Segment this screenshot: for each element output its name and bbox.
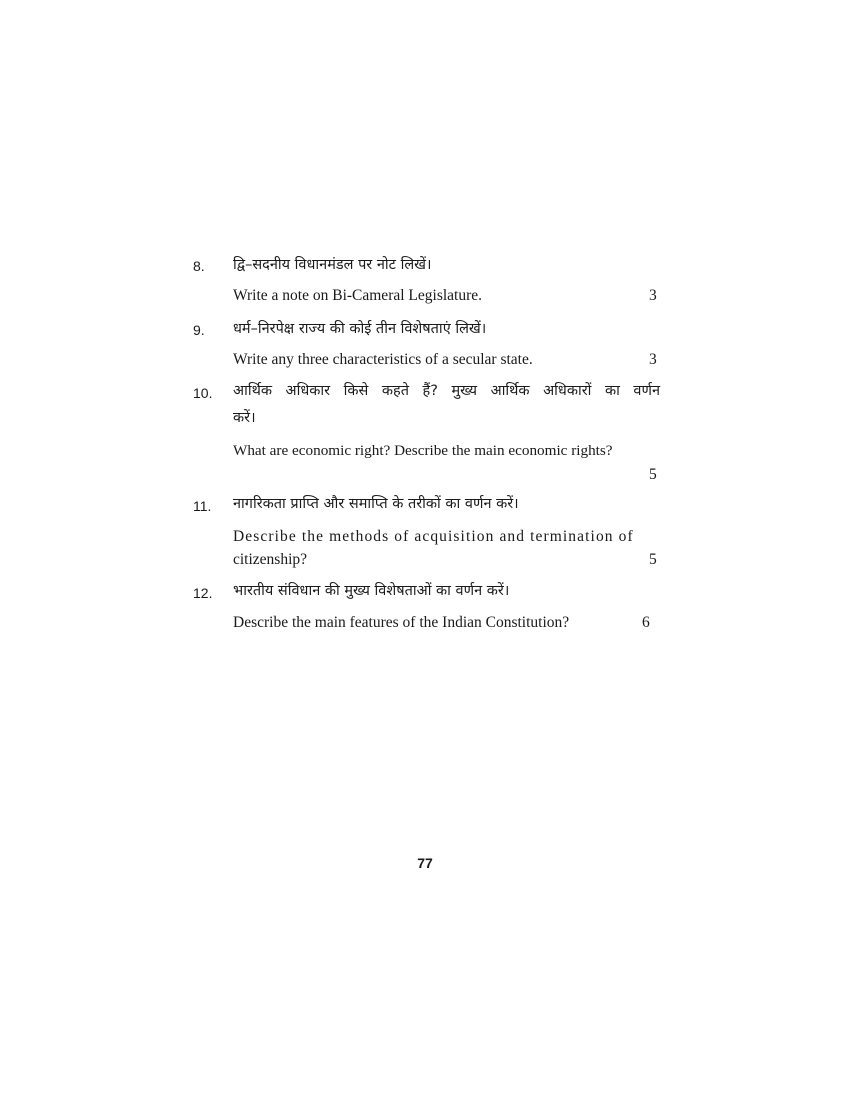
question-hindi-text: द्वि–सदनीय विधानमंडल पर नोट लिखें। bbox=[233, 257, 432, 273]
question-marks: 3 bbox=[649, 351, 657, 368]
question-english-text: Describe the main features of the Indian Constitution? bbox=[233, 614, 570, 631]
question-english-text: What are economic right? Describe the main economic rights? bbox=[233, 442, 613, 459]
question-number: 10. bbox=[193, 385, 213, 401]
question-number: 9. bbox=[193, 322, 205, 338]
question-marks: 5 bbox=[649, 551, 657, 568]
question-hindi-text: भारतीय संविधान की मुख्य विशेषताओं का वर्णन करें। bbox=[233, 583, 510, 599]
question-english-text: Write any three characteristics of a secular state. bbox=[233, 351, 533, 368]
question-hindi-text: नागरिकता प्राप्ति और समाप्ति के तरीकों का वर्णन करें। bbox=[233, 496, 519, 512]
question-hindi-text: धर्म–निरपेक्ष राज्य की कोई तीन विशेषताएं लिखें। bbox=[233, 321, 487, 337]
question-hindi-text: आर्थिक अधिकार किसे कहते हैं? मुख्य आर्थिक अधिकारों का वर्णन bbox=[233, 383, 660, 399]
page-number: 77 bbox=[417, 855, 433, 871]
question-english-text: Write a note on Bi-Cameral Legislature. bbox=[233, 287, 483, 304]
question-hindi-text-line2: करें। bbox=[233, 410, 256, 426]
question-marks: 5 bbox=[649, 466, 657, 483]
question-marks: 3 bbox=[649, 287, 657, 304]
question-english-text-line2: citizenship? bbox=[233, 551, 308, 568]
question-marks: 6 bbox=[642, 614, 650, 631]
question-number: 11. bbox=[193, 498, 212, 514]
question-number: 8. bbox=[193, 258, 205, 274]
question-english-text: Describe the methods of acquisition and termination of bbox=[233, 528, 634, 545]
question-number: 12. bbox=[193, 585, 213, 601]
